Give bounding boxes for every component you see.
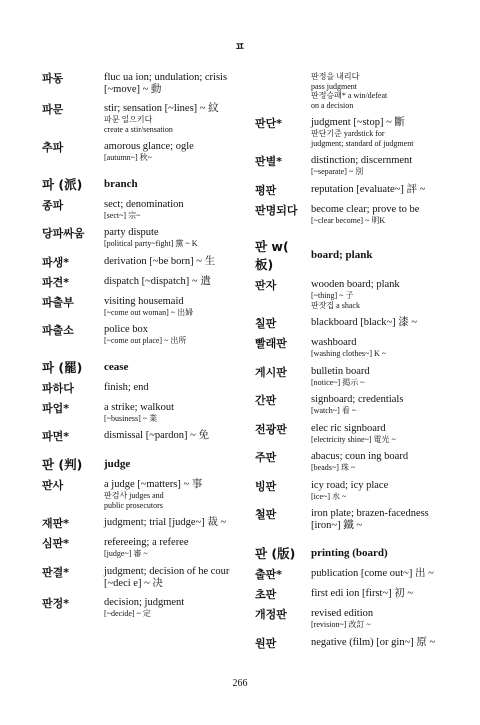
entry-subline: [~clear become] ~ 明K	[311, 215, 386, 225]
dictionary-entry	[42, 103, 250, 134]
entry-subline: 판정승패* a win/defeat	[311, 91, 388, 100]
dictionary-entry	[255, 637, 455, 650]
entry-body	[104, 276, 250, 288]
dictionary-entry	[42, 199, 250, 221]
entry-headword: 칠판	[255, 317, 277, 330]
entry-headword: 파문	[42, 103, 64, 116]
entry-definition: a strike; walkout	[104, 401, 174, 413]
entry-headword: 판명되다	[255, 203, 298, 217]
dictionary-entry	[255, 337, 455, 359]
entry-subline: [beads~] 珠 ~	[311, 463, 356, 472]
entry-subline: [revision~] 改訂 ~	[311, 620, 371, 629]
entry-definition: elec ric signboard	[311, 422, 386, 434]
entry-subline: [sect~] 宗~	[104, 210, 141, 220]
dictionary-entry	[255, 72, 455, 110]
entry-body	[311, 568, 455, 580]
dictionary-entry	[255, 608, 455, 630]
entry-definition: bulletin board	[311, 365, 370, 377]
entry-body	[311, 184, 455, 196]
entry-subline: [~come out woman] ~ 出婦	[104, 307, 194, 317]
entry-headword: 게시판	[255, 365, 287, 379]
entry-body	[311, 317, 455, 329]
entry-headword: 개정판	[255, 608, 287, 621]
left-column	[42, 72, 250, 625]
section-heading	[42, 358, 250, 376]
entry-definition: sect; denomination	[104, 198, 184, 210]
entry-body	[104, 103, 250, 134]
dictionary-entry	[42, 227, 250, 249]
section-headword: 파 (罷)	[42, 359, 83, 375]
entry-body	[104, 479, 250, 510]
entry-definition: finish; end	[104, 381, 149, 393]
dictionary-entry	[42, 296, 250, 318]
section-heading	[255, 544, 455, 562]
dictionary-entry	[255, 155, 455, 177]
dictionary-entry	[42, 566, 250, 590]
entry-subline: [autumn~] 秋~	[104, 153, 152, 162]
entry-headword: 파업*	[42, 401, 70, 415]
entry-definition: become clear; prove to be	[311, 203, 420, 215]
entry-definition: fluc ua ion; undulation; crisis [~move] ~ 動	[104, 72, 228, 95]
entry-headword: 빙판	[255, 479, 277, 493]
page-header: ㅍ	[234, 41, 246, 53]
entry-body	[104, 199, 250, 221]
dictionary-entry	[42, 324, 250, 346]
section-heading	[255, 237, 455, 273]
section-title: judge	[104, 458, 131, 470]
entry-headword: 빨래판	[255, 337, 287, 350]
entry-body	[104, 324, 250, 346]
section-title: printing (board)	[311, 547, 388, 559]
entry-headword: 출판*	[255, 568, 283, 581]
right-column	[255, 72, 455, 657]
dictionary-entry	[42, 537, 250, 559]
entry-subline: 파문 일으키다	[104, 115, 153, 124]
entry-headword: 판단*	[255, 117, 283, 130]
entry-subline: [watch~] 看 ~	[311, 406, 357, 415]
entry-definition: dismissal [~pardon] ~ 免	[104, 430, 209, 441]
entry-subline: judgment; standard of judgment	[311, 138, 414, 148]
entry-definition: police box	[104, 324, 149, 335]
entry-subline: 판단기준 yardstick for	[311, 129, 385, 138]
entry-subline: [~thing] ~ 子	[311, 291, 354, 300]
section-title: board; plank	[311, 249, 373, 261]
entry-definition: visiting housemaid	[104, 295, 184, 307]
entry-body	[104, 402, 250, 424]
dictionary-entry	[255, 588, 455, 601]
entry-definition: icy road; icy place	[311, 479, 389, 491]
entry-subline: [~separate] ~ 別	[311, 167, 364, 176]
entry-body	[311, 508, 455, 532]
entry-definition: a judge [~matters] ~ 事	[104, 479, 203, 490]
section-headword: 판 (判)	[42, 457, 83, 472]
dictionary-entry	[42, 141, 250, 163]
entry-headword: 초판	[255, 588, 277, 601]
entry-body	[104, 296, 250, 318]
entry-body	[104, 517, 250, 529]
dictionary-entry	[255, 366, 455, 388]
section-headword: 파 (派)	[42, 176, 83, 192]
section-title: branch	[104, 177, 138, 190]
entry-subline: 판정을 내리다	[311, 72, 360, 81]
entry-headword: 추파	[42, 141, 64, 154]
entry-subline: pass judgment	[311, 81, 357, 91]
entry-definition: signboard; credentials	[311, 394, 404, 405]
entry-definition: derivation [~be born] ~ 生	[104, 255, 216, 267]
entry-subline: public prosecutors	[104, 500, 163, 510]
page-number: 266	[232, 678, 248, 689]
dictionary-entry	[255, 451, 455, 473]
entry-definition: judgment; decision of he cour [~deci e] ~ 决	[104, 565, 230, 589]
entry-subline: [political party~fight] 黨 ~ K	[104, 239, 198, 248]
entry-body	[311, 394, 455, 416]
entry-headword: 재판*	[42, 517, 70, 530]
dictionary-entry	[42, 597, 250, 619]
entry-headword: 파출소	[42, 324, 74, 337]
entry-headword: 파견*	[42, 275, 70, 289]
entry-subline: create a stir/sensation	[104, 124, 173, 134]
entry-subline: 판검사 judges and	[104, 491, 164, 500]
entry-definition: publication [come out~] 出 ~	[311, 568, 434, 579]
section-heading	[42, 455, 250, 473]
entry-body	[104, 141, 250, 163]
entry-subline: [judge~] 審 ~	[104, 549, 148, 558]
entry-definition: revised edition	[311, 608, 374, 619]
entry-definition: reputation [evaluate~] 評 ~	[311, 183, 426, 195]
entry-definition: iron plate; brazen-facedness [iron~] 鐵 ~	[311, 508, 429, 531]
dictionary-entry	[255, 480, 455, 502]
entry-subline: [~come out place] ~ 出所	[104, 336, 187, 345]
entry-definition: negative (film) [or gin~] 原 ~	[311, 636, 436, 648]
entry-subline: [~business] ~ 業	[104, 413, 158, 423]
entry-headword: 판자	[255, 279, 277, 292]
dictionary-entry	[255, 204, 455, 226]
entry-definition: washboard	[311, 337, 357, 348]
entry-definition: dispatch [~dispatch] ~ 遣	[104, 275, 211, 287]
entry-body	[104, 597, 250, 619]
entry-definition: party dispute	[104, 227, 159, 238]
dictionary-entry	[255, 394, 455, 416]
entry-headword: 심판*	[42, 537, 70, 550]
entry-body	[311, 117, 455, 148]
entry-headword: 파하다	[42, 381, 74, 395]
entry-headword: 파출부	[42, 295, 74, 309]
section-headword: 판 (版)	[255, 546, 296, 561]
entry-body	[311, 480, 455, 502]
entry-body	[104, 537, 250, 559]
entry-body	[311, 72, 455, 110]
entry-headword: 원판	[255, 636, 277, 650]
entry-body	[104, 227, 250, 249]
dictionary-entry	[255, 508, 455, 532]
entry-definition: judgment [~stop] ~ 斷	[311, 117, 405, 128]
entry-subline: 판잣집 a shack	[311, 300, 360, 310]
dictionary-entry	[255, 117, 455, 148]
entry-body	[311, 337, 455, 359]
section-heading	[42, 175, 250, 193]
entry-body	[104, 72, 250, 96]
dictionary-entry	[42, 402, 250, 424]
dictionary-entry	[42, 382, 250, 395]
entry-headword: 당파싸움	[42, 227, 85, 240]
dictionary-entry	[255, 184, 455, 197]
entry-body	[104, 566, 250, 590]
dictionary-entry	[42, 430, 250, 443]
entry-definition: blackboard [black~] 漆 ~	[311, 317, 418, 328]
entry-subline: [notice~] 掲示 ~	[311, 377, 365, 387]
entry-definition: refereeing; a referee	[104, 537, 189, 548]
entry-headword: 전광판	[255, 422, 287, 436]
entry-definition: wooden board; plank	[311, 279, 400, 290]
entry-body	[311, 366, 455, 388]
entry-subline: [~decide] ~ 定	[104, 608, 151, 618]
entry-body	[311, 637, 455, 649]
dictionary-entry	[42, 276, 250, 289]
entry-headword: 판별*	[255, 155, 283, 168]
entry-headword: 파동	[42, 72, 64, 85]
entry-headword: 주판	[255, 451, 277, 464]
entry-headword: 파면*	[42, 430, 70, 443]
entry-body	[104, 430, 250, 442]
dictionary-entry	[255, 568, 455, 581]
entry-body	[311, 423, 455, 445]
entry-definition: distinction; discernment	[311, 155, 413, 166]
entry-headword: 판사	[42, 479, 64, 492]
section-title: cease	[104, 360, 129, 373]
section-headword: 판 w( 板)	[255, 239, 289, 272]
entry-subline: [electricity shine~] 電光 ~	[311, 434, 396, 444]
entry-headword: 종파	[42, 198, 64, 212]
entry-definition: amorous glance; ogle	[104, 141, 194, 152]
entry-definition: decision; judgment	[104, 596, 185, 608]
entry-body	[311, 279, 455, 310]
entry-body	[311, 451, 455, 473]
entry-headword: 판결*	[42, 565, 70, 579]
dictionary-entry	[42, 72, 250, 96]
dictionary-entry	[255, 317, 455, 330]
entry-subline: on a decision	[311, 100, 354, 110]
entry-definition: judgment; trial [judge~] 裁 ~	[104, 517, 227, 528]
entry-body	[311, 155, 455, 177]
dictionary-entry	[42, 517, 250, 530]
dictionary-entry	[42, 256, 250, 269]
entry-subline: [ice~] 水 ~	[311, 491, 347, 501]
entry-headword: 간판	[255, 394, 277, 407]
dictionary-entry	[42, 479, 250, 510]
dictionary-entry	[255, 423, 455, 445]
entry-definition: first edi ion [first~] 初 ~	[311, 588, 414, 599]
entry-headword: 파생*	[42, 255, 70, 269]
entry-body	[311, 588, 455, 600]
entry-body	[104, 382, 250, 394]
dictionary-entry	[255, 279, 455, 310]
entry-subline: [washing clothes~] K ~	[311, 349, 387, 358]
entry-headword: 철판	[255, 508, 277, 521]
entry-headword: 판정*	[42, 596, 70, 610]
entry-definition: stir; sensation [~lines] ~ 紋	[104, 103, 219, 114]
entry-definition: abacus; coun ing board	[311, 451, 409, 462]
entry-body	[311, 204, 455, 226]
entry-body	[104, 256, 250, 268]
entry-headword: 평판	[255, 183, 277, 197]
entry-body	[311, 608, 455, 630]
